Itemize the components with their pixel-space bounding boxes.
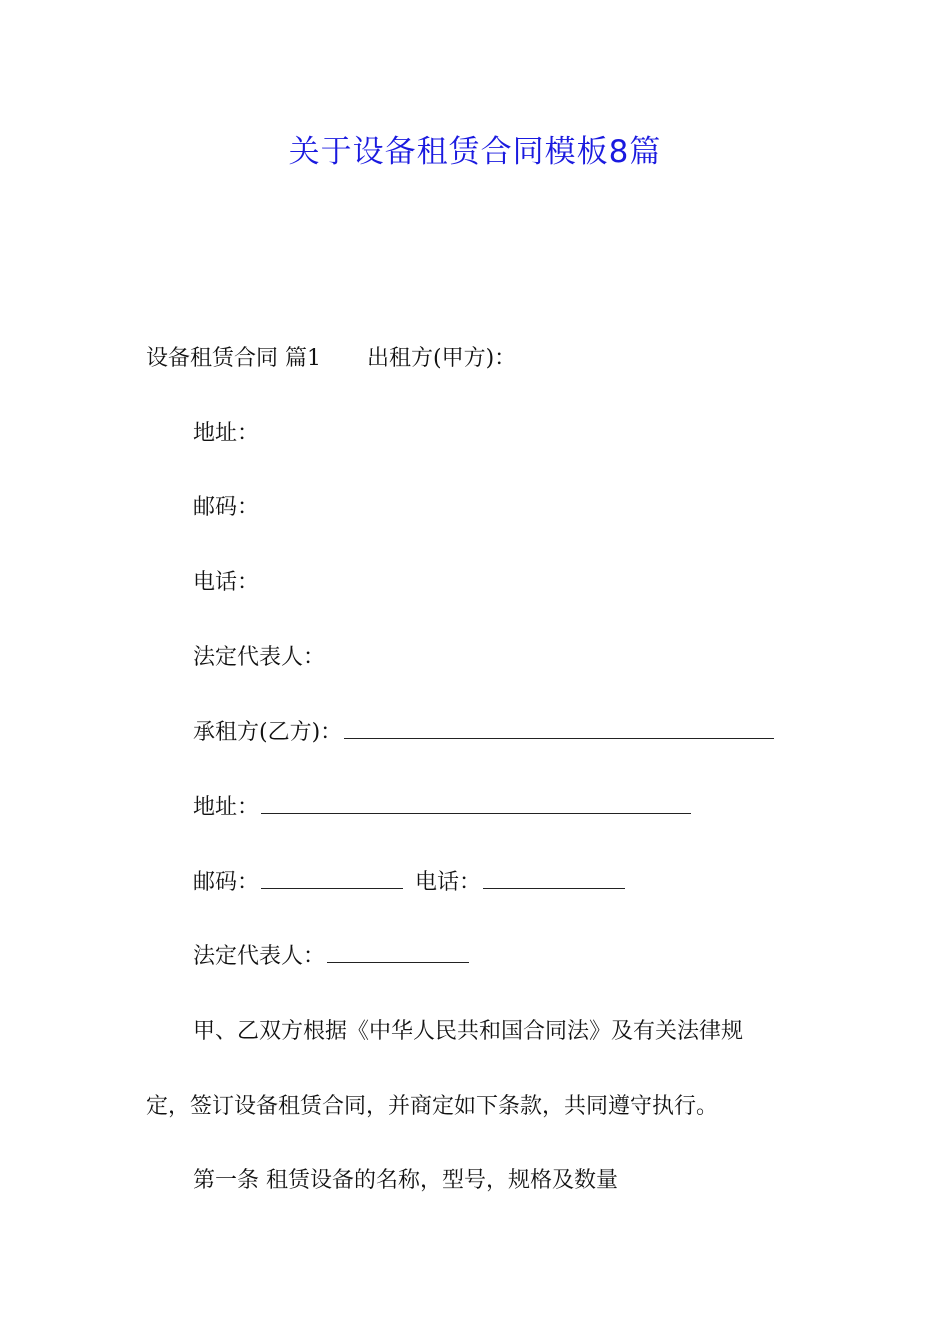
lessee-postcode-blank	[261, 868, 403, 889]
lessee-label: 承租方(乙方)：	[193, 720, 343, 745]
lessee-postcode-label: 邮码：	[193, 870, 260, 895]
contract-heading-line	[146, 344, 516, 374]
lessee-address-label: 地址：	[193, 795, 260, 820]
lessee-representative-line	[193, 942, 469, 972]
lessee-phone-label: 电话：	[415, 870, 482, 895]
lessee-address-blank	[261, 793, 691, 814]
paragraph-line-2: 定，签订设备租赁合同，并商定如下条款，共同遵守执行。	[146, 1094, 719, 1119]
lessee-address-line	[193, 793, 691, 823]
lessor-representative-label: 法定代表人：	[193, 645, 326, 670]
lessee-representative-label: 法定代表人：	[193, 944, 326, 969]
lessee-line	[193, 718, 774, 748]
article-one-heading: 第一条 租赁设备的名称，型号，规格及数量	[193, 1168, 618, 1193]
contract-heading: 设备租赁合同 篇1	[146, 346, 321, 371]
lessee-representative-blank	[327, 942, 469, 963]
lessor-phone-label: 电话：	[193, 570, 260, 595]
lessee-phone-blank	[483, 868, 625, 889]
lessor-postcode-label: 邮码：	[193, 495, 260, 520]
paragraph-line-1: 甲、乙双方根据《中华人民共和国合同法》及有关法律规	[193, 1019, 744, 1044]
lessee-blank	[344, 718, 774, 739]
document-title: 关于设备租赁合同模板8篇	[288, 134, 662, 170]
lessor-address-label: 地址：	[193, 421, 260, 446]
lessee-contact-line	[193, 868, 625, 898]
lessor-label: 出租方(甲方)：	[367, 346, 517, 371]
